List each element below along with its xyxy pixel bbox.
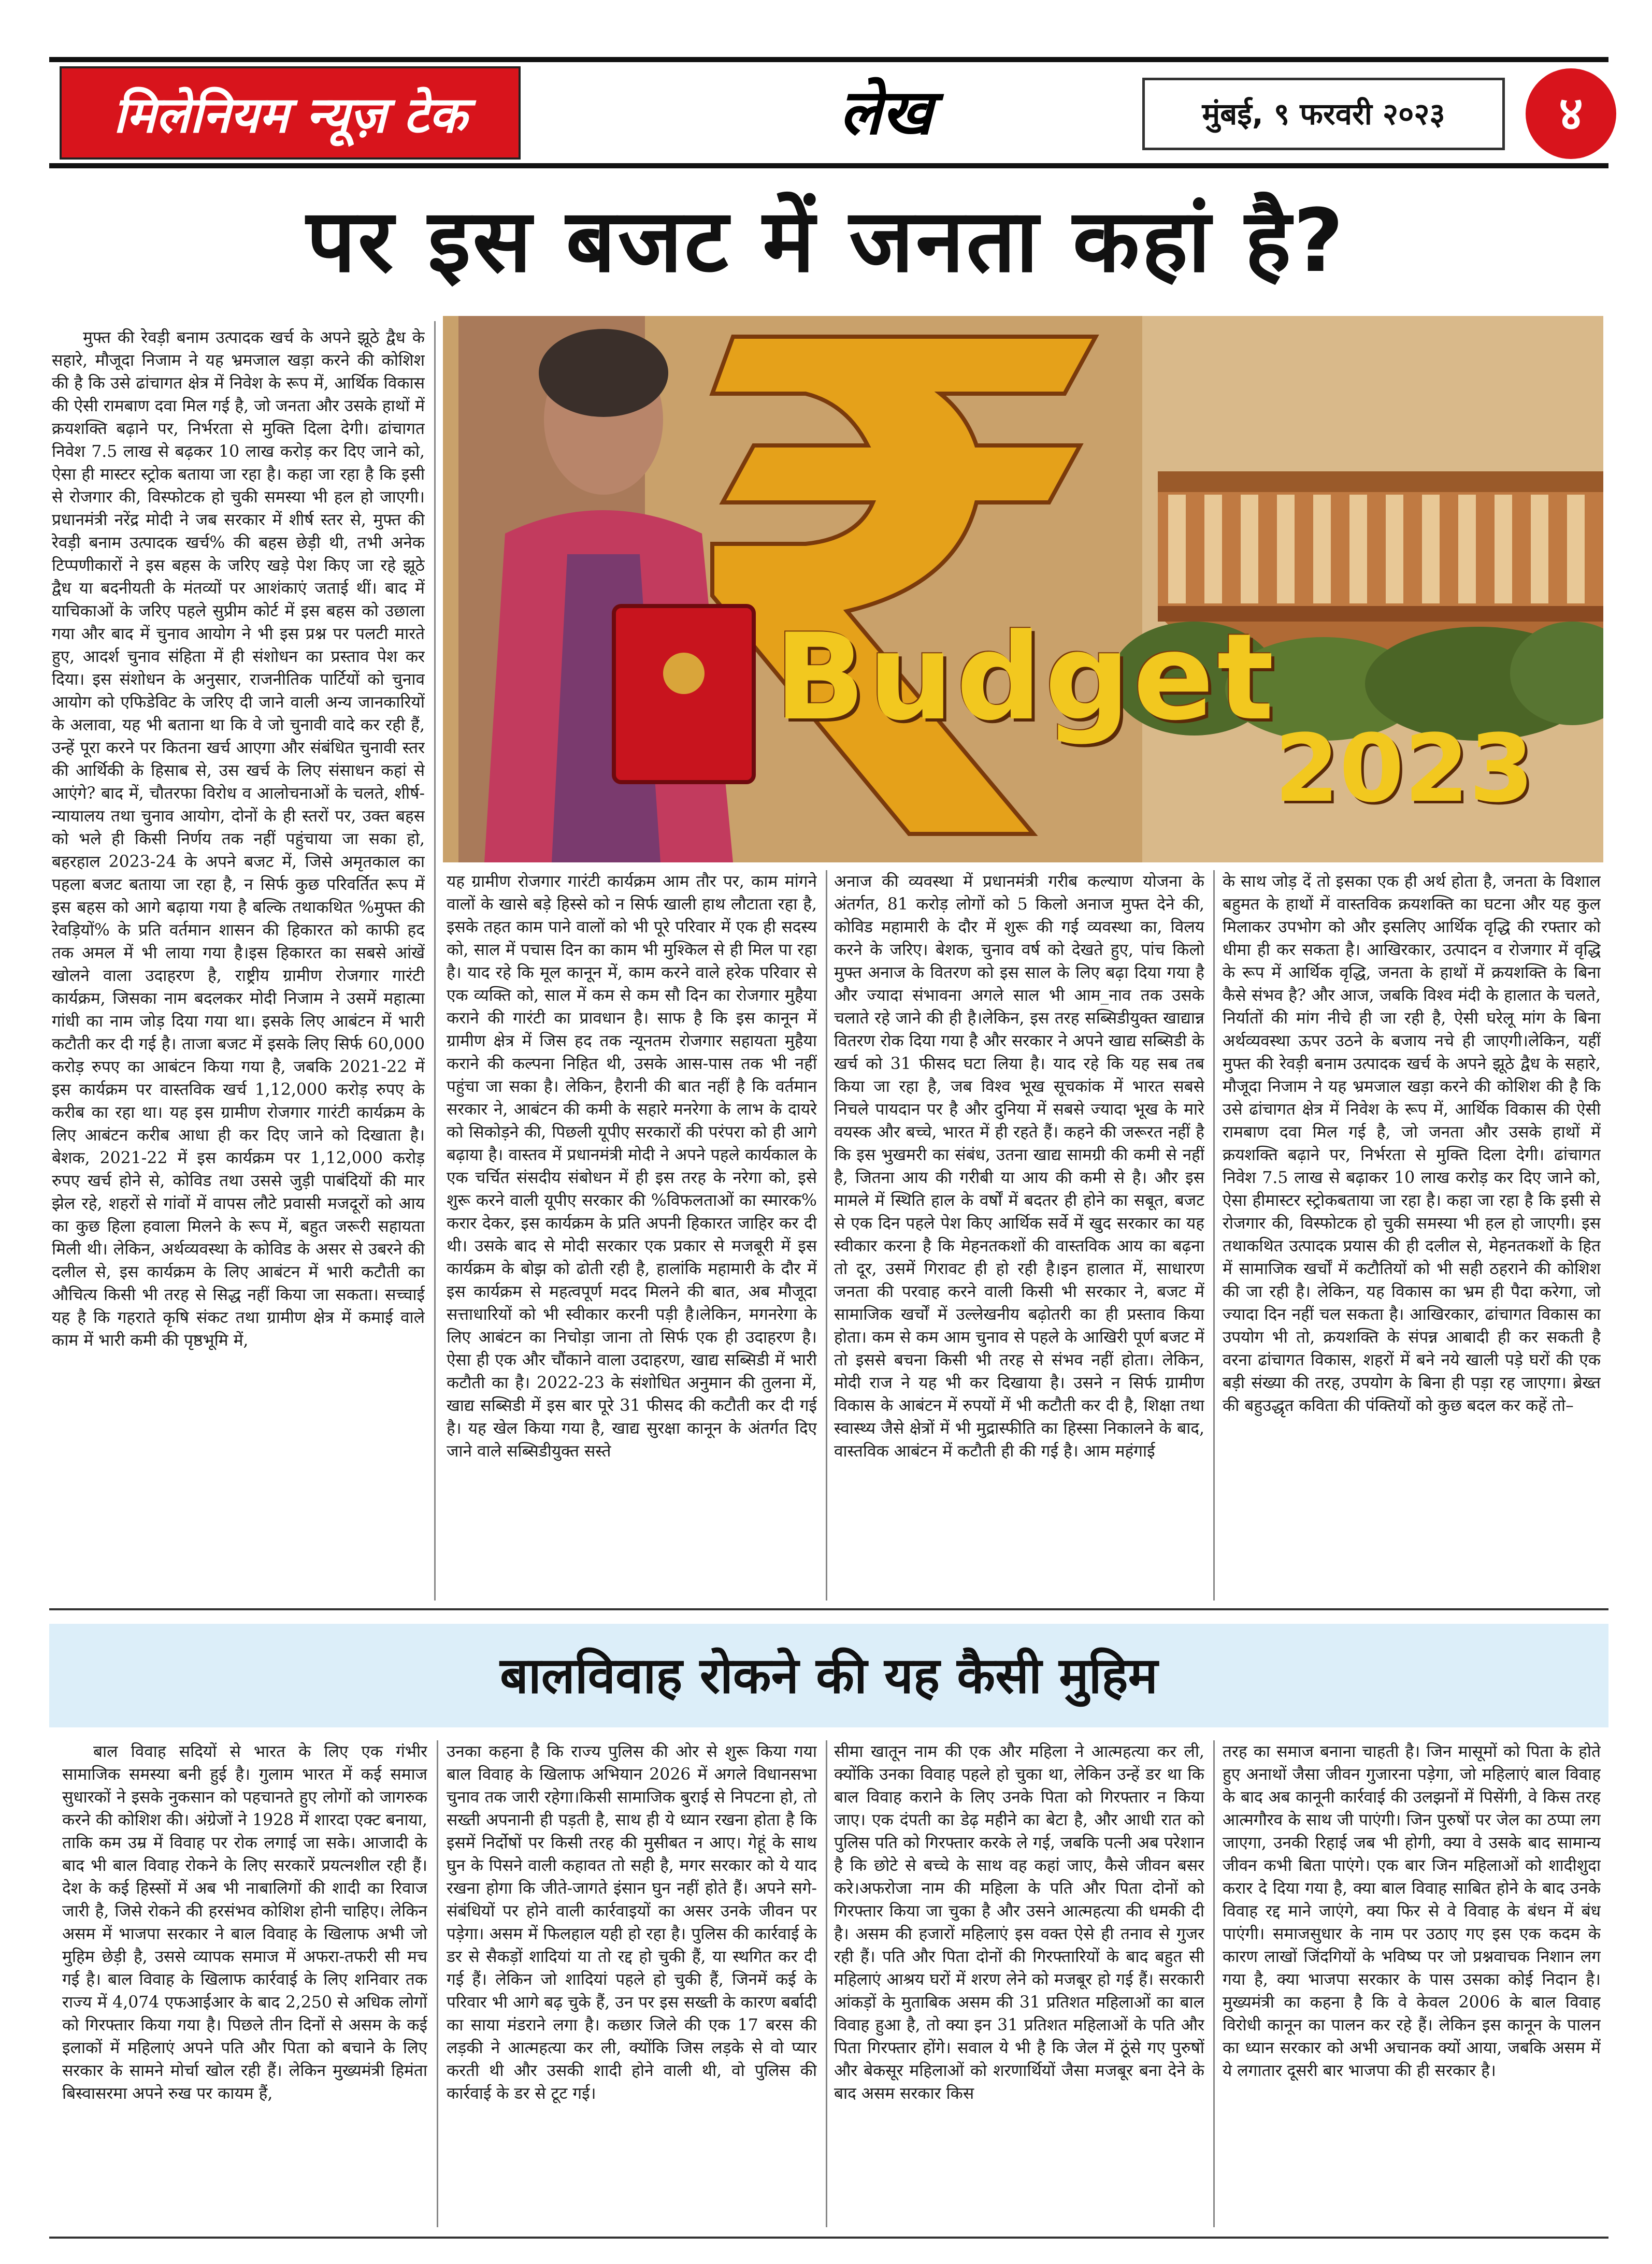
article-text: मुफ्त की रेवड़ी बनाम उत्पादक खर्च के अपने झूठे द्वैध के सहारे, मौजूदा निजाम ने यह भ्रमजाल खड़ा करने की कोशिश की है कि उसे ढांचागत क्षेत्र में निवेश के रूप में, आर्थिक विकास की ऐसी रामबाण दवा मिल गई है, जो जनता और उसके हाथों में क्रयशक्ति बढ़ाने पर, निर्भरता से मुक्ति दिला देगी। ढांचागत निवेश 7.5 लाख से बढ़कर 10 लाख करोड़ कर दिए जाने को, ऐसा ही मास्टर स्ट्रोक बताया जा रहा है। कहा जा रहा है कि इसी से रोजगार की, विस्फोटक हो चुकी समस्या भी हल हो जाएगी।प्रधानमंत्री नरेंद्र मोदी ने जब सरकार में शीर्ष स्तर से, मुफ्त की रेवड़ी बनाम उत्पादक खर्च% की बहस छेड़ी थी, तभी अनेक टिप्पणीकारों ने इस बहस के जरिए खड़े पेश किए जा रहे झूठे द्वैध या बदनीयती के मंतव्यों पर आशंकाएं जताई थीं। बाद में याचिकाओं के जरिए पहले सुप्रीम कोर्ट में इस बहस को उछाला गया और बाद में चुनाव आयोग ने भी इस प्रश्न पर पलटी मारते हुए, आदर्श चुनाव संहिता में ही संशोधन का प्रस्ताव पेश कर दिया। इस संशोधन के अनुसार, राजनीतिक पार्टियों को चुनाव आयोग को एफिडेविट के जरिए दी जाने वाली अन्य जानकारियों के अलावा, यह भी बताना था कि वे जो चुनावी वादे कर रही हैं, उन्हें पूरा करने पर कितना खर्च आएगा और संबंधित चुनावी स्तर की आर्थिकी के हिसाब से, उस खर्च के लिए संसाधन कहां से आएंगे? बाद में, चौतरफा विरोध व आलोचनाओं के चलते, शीर्ष- न्यायालय तथा चुनाव आयोग, दोनों के ही स्तरों पर, उक्त बहस को भले ही किसी निर्णय तक नहीं पहुंचाया जा सका हो, बहरहाल 2023-24 के अपने बजट में, जिसे अमृतकाल का पहला बजट बताया जा रहा है, न सिर्फ कुछ परिवर्तित रूप में इस बहस को आगे बढ़ाया गया है बल्कि तथाकथित %मुफ्त की रेवड़ियों% के प्रति वर्तमान शासन की हिकारत को काफी हद तक अमल में भी लाया गया है।इस हिकारत का सबसे आंखें खोलने वाला उदाहरण है, राष्ट्रीय ग्रामीण रोजगार गारंटी कार्यक्रम, जिसका नाम बदलकर मोदी निजाम ने उसमें महात्मा गांधी का नाम जोड़ दिया गया था। इसके लिए आबंटन में भारी कटौती कर दी गई है। ताजा बजट में इसके लिए सिर्फ 60,000 करोड़ रुपए का आबंटन किया गया है, जबकि 2021-22 में इस कार्यक्रम पर वास्तविक खर्च 1,12,000 करोड़ रुपए के करीब का रहा था। यह इस ग्रामीण रोजगार गारंटी कार्यक्रम के लिए आबंटन करीब आधा ही कर दिए जाने को दिखाता है। बेशक, 2021-22 में इस कार्यक्रम पर 1,12,000 करोड़ रुपए खर्च होने से, कोविड तथा उससे जुड़ी पाबंदियों की मार झेल रहे, शहरों से गांवों में वापस लौटे प्रवासी मजदूरों को आय का कुछ हिला हवाला मिलने के रूप में, बहुत जरूरी सहायता मिली थी। लेकिन, अर्थव्यवस्था के कोविड के असर से उबरने की दलील से, इस कार्यक्रम के लिए आबंटन में भारी कटौती का औचित्य किसी भी तरह से सिद्ध नहीं किया जा सकता। सच्चाई यह है कि गहराते कृषि संकट तथा ग्रामीण क्षेत्र में कमाई वाले काम में भारी कमी की पृष्ठभूमि में, — [52, 328, 425, 1350]
article2-banner — [49, 1624, 1608, 1727]
column-divider — [826, 1740, 827, 2227]
article-column-3 — [834, 870, 1204, 1590]
page-bottom-rule — [49, 2237, 1608, 2239]
masthead-top-rule — [49, 57, 1608, 62]
article-column-4 — [1223, 870, 1601, 1590]
section-divider — [49, 1608, 1608, 1610]
article-text: बाल विवाह सदियों से भारत के लिए एक गंभीर सामाजिक समस्या बनी हुई है। गुलाम भारत में कई समाज सुधारकों ने इसके नुकसान को पहचानते हुए लोगों को जागरुक करने की कोशिश की। अंग्रेजों ने 1928 में शारदा एक्ट बनाया, ताकि कम उम्र में विवाह पर रोक लगाई जा सके। आजादी के बाद भी बाल विवाह रोकने के लिए सरकारें प्रयत्नशील रही हैं। देश के कई हिस्सों में अब भी नाबालिगों की शादी का रिवाज जारी है, जिसे रोकने की हरसंभव कोशिश होनी चाहिए। लेकिन असम में भाजपा सरकार ने बाल विवाह के खिलाफ अभी जो मुहिम छेड़ी है, उससे व्यापक समाज में अफरा-तफरी सी मच गई है। बाल विवाह के खिलाफ कार्रवाई के लिए शनिवार तक राज्य में 4,074 एफआईआर के बाद 2,250 से अधिक लोगों को गिरफ्तार किया गया है। पिछले तीन दिनों से असम के कई इलाकों में महिलाएं अपने पति और पिता को बचाने के लिए सरकार के सामने मोर्चा खोल रही हैं। लेकिन मुख्यमंत्री हिमंता बिस्वासरमा अपने रुख पर कायम हैं, — [62, 1742, 427, 2103]
article-text: अनाज की व्यवस्था में प्रधानमंत्री गरीब कल्याण योजना के अंतर्गत, 81 करोड़ लोगों को 5 किलो अनाज मुफ्त देने की, कोविड महामारी के दौर में शुरू की गई व्यवस्था का, विलय करने के जरिए। बेशक, चुनाव वर्ष को देखते हुए, पांच किलो मुफ्त अनाज के वितरण को इस साल के लिए बढ़ा दिया गया है और ज्यादा संभावना अगले साल भी आम_नाव तक उसके चलाते रहे जाने की ही है।लेकिन, इस तरह सब्सिडीयुक्त खाद्यान्न वितरण रोक दिया गया है और सरकार ने अपने खाद्य सब्सिडी के खर्च को 31 फीसद घटा लिया है। याद रहे कि यह सब तब किया जा रहा है, जब विश्व भूख सूचकांक में भारत सबसे निचले पायदान पर है और दुनिया में सबसे ज्यादा भूख के मारे वयस्क और बच्चे, भारत में ही रहते हैं। कहने की जरूरत नहीं है कि इस भुखमरी का संबंध, उतना खाद्य सामग्री की कमी से नहीं है, जितना आय की गरीबी या आय की कमी से है। और इस मामले में स्थिति हाल के वर्षों में बदतर ही होने का सबूत, बजट से एक दिन पहले पेश किए आर्थिक सर्वे में खुद सरकार का यह स्वीकार करना है कि मेहनतकशों की वास्तविक आय का बढ़ना तो दूर, उसमें गिरावट ही हो रही है।इन हालात में, साधारण जनता की परवाह करने वाली किसी भी सरकार ने, बजट में सामाजिक खर्चों में उल्लेखनीय बढ़ोतरी का ही प्रस्ताव किया होता। कम से कम आम चुनाव से पहले के आखिरी पूर्ण बजट में तो इससे बचना किसी भी तरह से संभव नहीं होता। लेकिन, मोदी राज ने यह भी कर दिखाया है। उसने न सिर्फ ग्रामीण विकास के आबंटन में रुपयों में भी कटौती कर दी है, शिक्षा तथा स्वास्थ्य जैसे क्षेत्रों में भी मुद्रास्फीति का हिस्सा निकालने के बाद, वास्तविक आबंटन में कटौती ही की गई है। आम महंगाई — [834, 872, 1204, 1461]
column-divider — [826, 870, 827, 1600]
budget-2023-photo — [443, 316, 1603, 862]
masthead-bottom-rule — [49, 163, 1608, 168]
photo-budget-text: Budget — [774, 609, 1277, 747]
section-label: लेख — [839, 77, 932, 149]
article-headline: पर इस बजट में जनता कहां है? — [306, 190, 1346, 292]
paper-name: मिलेनियम न्यूज़ टेक — [60, 66, 521, 160]
article-text: तरह का समाज बनाना चाहती है। जिन मासूमों को पिता के होते हुए अनाथों जैसा जीवन गुजारना पड़ेगा, जो महिलाएं बाल विवाह के बाद अब कानूनी कार्रवाई की उलझनों में पिसेंगी, वे किस तरह आत्मगौरव के साथ जी पाएंगी। जिन पुरुषों पर जेल का ठप्पा लग जाएगा, उनकी रिहाई जब भी होगी, क्या वे उसके बाद सामान्य जीवन कभी बिता पाएंगे। एक बार जिन महिलाओं को शादीशुदा करार दे दिया गया है, क्या बाल विवाह साबित होने के बाद उनके विवाह रद्द माने जाएंगे, क्या फिर से वे विवाह के बंधन में बंध पाएंगी। समाजसुधार के नाम पर उठाए गए इस एक कदम के कारण लाखों जिंदगियों के भविष्य पर जो प्रश्नवाचक निशान लग गया है, क्या भाजपा सरकार के पास उसका कोई निदान है।मुख्यमंत्री का कहना है कि वे केवल 2006 के बाल विवाह विरोधी कानून का पालन कर रहे हैं। लेकिन इस कानून के पालन का ध्यान सरकार को अभी अचानक क्यों आया, जबकि असम में ये लगातार दूसरी बार भाजपा की ही सरकार है। — [1223, 1742, 1601, 2080]
column-divider — [434, 321, 436, 1600]
article-column-1 — [52, 326, 425, 1590]
column-divider — [437, 1740, 438, 2227]
page-number-badge: ४ — [1526, 68, 1616, 159]
masthead — [49, 57, 1608, 168]
column-divider — [1213, 870, 1215, 1600]
article2-column-4 — [1223, 1740, 1601, 2227]
article2-column-3 — [834, 1740, 1204, 2227]
article2-column-2 — [447, 1740, 817, 2227]
article-text: के साथ जोड़ दें तो इसका एक ही अर्थ होता है, जनता के विशाल बहुमत के हाथों में वास्तविक क्रयशक्ति का घटना और यह कुल मिलाकर उपभोग को और इसलिए आर्थिक वृद्धि की रफ्तार को धीमा ही कर सकता है। आखिरकार, उत्पादन व रोजगार में वृद्धि के रूप में आर्थिक वृद्धि, जनता के हाथों में क्रयशक्ति के बिना कैसे संभव है? और आज, जबकि विश्व मंदी के हालात के चलते, निर्यातों की मांग नीचे ही जा रही है, ऐसी घरेलू मांग के बिना अर्थव्यवस्था ऊपर उठने के बजाय नचे ही जाएगी।लेकिन, यहीं मुफ्त की रेवड़ी बनाम उत्पादक खर्च के अपने झूठे द्वैध के सहारे, मौजूदा निजाम ने यह भ्रमजाल खड़ा करने की कोशिश की है कि उसे ढांचागत क्षेत्र में निवेश के रूप में, आर्थिक विकास की ऐसी रामबाण दवा मिल गई है, जो जनता और उसके हाथों में क्रयशक्ति बढ़ाने पर, निर्भरता से मुक्ति दिला देगी। ढांचागत निवेश 7.5 लाख से बढ़ाकर 10 लाख करोड़ कर दिए जाने को, ऐसा हीमास्टर स्ट्रोकबताया जा रहा है। कहा जा रहा है कि इसी से रोजगार की, विस्फोटक हो चुकी समस्या भी हल हो जाएगी। इस तथाकथित उत्पादक प्रयास की ही दलील से, मेहनतकशों के हित में सामाजिक खर्चों में कटौतियों को भी सही ठहराने की कोशिश की जा रही है। लेकिन, यह विकास का भ्रम ही पैदा करेगा, जो ज्यादा दिन नहीं चल सकता है। आखिरकार, ढांचागत विकास का उपयोग भी तो, क्रयशक्ति के संपन्न आबादी ही कर सकती है वरना ढांचागत विकास, शहरों में बने नये खाली पड़े घरों की एक बड़ी संख्या की तरह, उपयोग के बिना ही पड़ा रह जाएगा। ब्रेख्त की बहुउद्धृत कविता की पंक्तियों को कुछ बदल कर कहें तो– — [1223, 872, 1601, 1415]
article2-column-1 — [62, 1740, 427, 2227]
article-text: सीमा खातून नाम की एक और महिला ने आत्महत्या कर ली, क्योंकि उनका विवाह पहले हो चुका था, लेकिन उन्हें डर था कि बाल विवाह कराने के लिए उनके पिता को गिरफ्तार न किया जाए। एक दंपती का डेढ़ महीने का बेटा है, और आधी रात को पुलिस पति को गिरफ्तार करके ले गई, जबकि पत्नी अब परेशान है कि छोटे से बच्चे के साथ वह कहां जाए, कैसे जीवन बसर करे।अफरोजा नाम की महिला के पति और पिता दोनों को गिरफ्तार किया जा चुका है और उसने आत्महत्या की धमकी दी है। असम की हजारों महिलाएं इस वक्त ऐसे ही तनाव से गुजर रही हैं। पति और पिता दोनों की गिरफ्तारियों के बाद बहुत सी महिलाएं आश्रय घरों में शरण लेने को मजबूर हो गई हैं। सरकारी आंकड़ों के मुताबिक असम की 31 प्रतिशत महिलाओं का बाल विवाह हुआ है, तो क्या इन 31 प्रतिशत महिलाओं के पति और पिता गिरफ्तार होंगे। सवाल ये भी है कि जेल में ठूंसे गए पुरुषों और बेकसूर महिलाओं को शरणार्थियों जैसा मजबूर बना देने के बाद असम सरकार किस — [834, 1742, 1204, 2103]
article-column-2 — [447, 870, 817, 1590]
article2-headline: बालविवाह रोकने की यह कैसी मुहिम — [500, 1647, 1158, 1705]
column-divider — [1213, 1740, 1215, 2227]
photo-year-text: 2023 — [1274, 715, 1534, 823]
article-text: यह ग्रामीण रोजगार गारंटी कार्यक्रम आम तौर पर, काम मांगने वालों के खासे बड़े हिस्से को न सिर्फ खाली हाथ लौटाता रहा है, इसके तहत काम पाने वालों को भी पूरे परिवार में एक ही सदस्य को, साल में पचास दिन का काम भी मुश्किल से ही मिल पा रहा है। याद रहे कि मूल कानून में, काम करने वाले हरेक परिवार से एक व्यक्ति को, साल में कम से कम सौ दिन का रोजगार मुहैया कराने की गारंटी का प्रावधान है। साफ है कि इस कानून में ग्रामीण क्षेत्र में जिस हद तक न्यूनतम रोजगार सहायता मुहैया कराने की कल्पना निहित थी, उसके आस-पास तक भी नहीं पहुंचा जा सका है। लेकिन, हैरानी की बात नहीं है कि वर्तमान सरकार ने, आबंटन की कमी के सहारे मनरेगा के लाभ के दायरे को सिकोड़ने की, पिछली यूपीए सरकारों की परंपरा को ही आगे बढ़ाया है। वास्तव में प्रधानमंत्री मोदी ने अपने पहले कार्यकाल के एक चर्चित संसदीय संबोधन में ही इस तरह के नरेगा को, इसे शुरू करने वाली यूपीए सरकार की %विफलताओं का स्मारक% करार देकर, इस कार्यक्रम के प्रति अपनी हिकारत जाहिर कर दी थी। उसके बाद से मोदी सरकार एक प्रकार से मजबूरी में इस कार्यक्रम के बोझ को ढोती रही है, हालांकि महामारी के दौर में इस कार्यक्रम से महत्वपूर्ण मदद मिलने की बात, अब मौजूदा सत्ताधारियों को भी स्वीकार करनी पड़ी है।लेकिन, मगनरेगा के लिए आबंटन का निचोड़ा जाना तो सिर्फ एक ही उदाहरण है। ऐसा ही एक और चौंकाने वाला उदाहरण, खाद्य सब्सिडी में भारी कटौती का है। 2022-23 के संशोधित अनुमान की तुलना में, खाद्य सब्सिडी में इस बार पूरे 31 फीसद की कटौती कर दी गई है। यह खेल किया गया है, खाद्य सुरक्षा कानून के अंतर्गत दिए जाने वाले सब्सिडीयुक्त सस्ते — [447, 872, 817, 1461]
dateline: मुंबई, ९ फरवरी २०२३ — [1142, 78, 1505, 150]
article-text: उनका कहना है कि राज्य पुलिस की ओर से शुरू किया गया बाल विवाह के खिलाफ अभियान 2026 में अगले विधानसभा चुनाव तक जारी रहेगा।किसी सामाजिक बुराई से निपटना हो, तो सख्ती अपनानी ही पड़ती है, साथ ही ये ध्यान रखना होता है कि इसमें निर्दोषों पर किसी तरह की मुसीबत न आए। गेहूं के साथ घुन के पिसने वाली कहावत तो सही है, मगर सरकार को ये याद रखना होगा कि जीते-जागते इंसान घुन नहीं होते हैं। अपने सगे-संबंधियों पर होने वाली कार्रवाइयों का असर उनके जीवन पर पड़ेगा। असम में फिलहाल यही हो रहा है। पुलिस की कार्रवाई के डर से सैकड़ों शादियां या तो रद्द हो चुकी हैं, या स्थगित कर दी गई हैं। लेकिन जो शादियां पहले हो चुकी हैं, जिनमें कई के परिवार भी आगे बढ़ चुके हैं, उन पर इस सख्ती के कारण बर्बादी का साया मंडराने लगा है। कछार जिले की एक 17 बरस की लड़की ने आत्महत्या कर ली, क्योंकि जिस लड़के से वो प्यार करती थी और उसकी शादी होने वाली थी, वो पुलिस की कार्रवाई के डर से टूट गई। — [447, 1742, 817, 2103]
